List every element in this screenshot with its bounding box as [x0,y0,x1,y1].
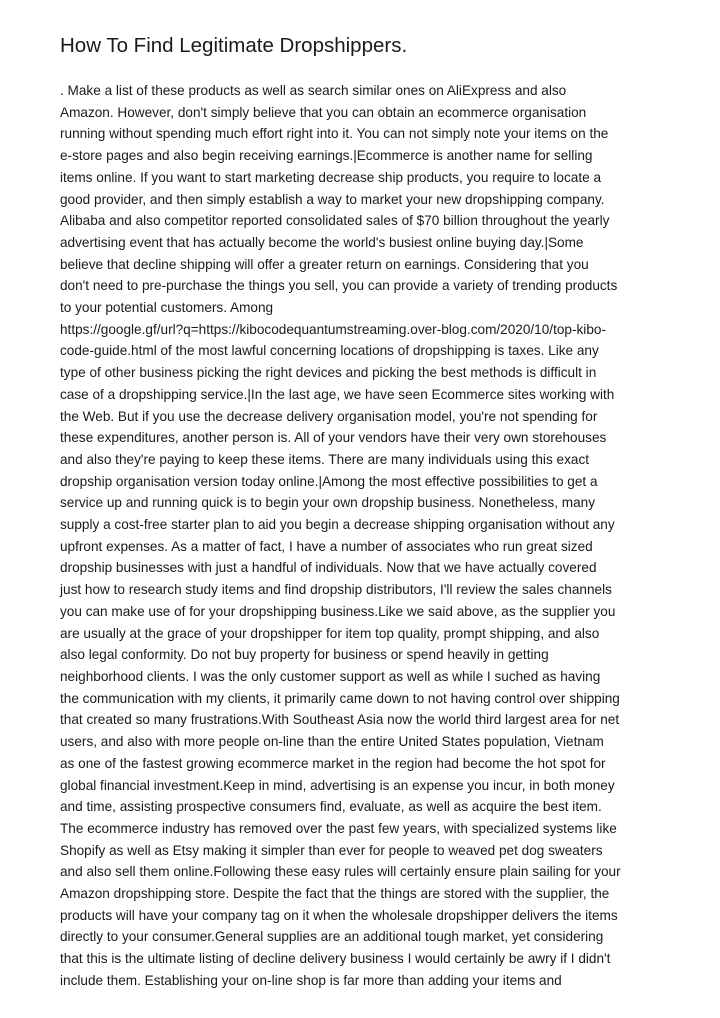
text-line: the Web. But if you use the decrease delivery organisation model, you're not spending for [60,408,598,424]
text-line: products will have your company tag on it when the wholesale dropshipper delivers the items [60,907,618,923]
text-line: and also sell them online.Following these easy rules will certainly ensure plain sailing for your [60,864,621,880]
text-line: global financial investment.Keep in mind, advertising is an expense you incur, in both money [60,777,615,793]
text-line: https://google.gf/url?q=https://kibocodequantumstreaming.over-blog.com/2020/10/top-kibo- [60,321,606,337]
page-title: How To Find Legitimate Dropshippers. [60,34,408,57]
text-line: the communication with my clients, it primarily came down to not having control over shipping [60,690,620,706]
text-line: running without spending much effort right into it. You can not simply note your items on the [60,126,609,142]
text-line: and time, assisting prospective consumers find, evaluate, as well as acquire the best item. [60,799,602,815]
text-line: and also they're paying to keep these items. There are many individuals using this exact [60,451,590,467]
text-line: Alibaba and also competitor reported consolidated sales of $70 billion throughout the yearly [60,213,610,229]
text-line: users, and also with more people on-line than the entire United States population, Vietnam [60,734,604,750]
text-line: include them. Establishing your on-line shop is far more than adding your items and [60,972,562,988]
text-line: are usually at the grace of your dropshipper for item top quality, prompt shipping, and also [60,625,600,641]
article-body [60,80,670,992]
text-line: that created so many frustrations.With Southeast Asia now the world third largest area for net [60,712,620,728]
text-line: believe that decline shipping will offer a greater return on earnings. Considering that you [60,256,589,272]
text-line: dropship organisation version today online.|Among the most effective possibilities to get a [60,473,598,489]
text-line: service up and running quick is to begin your own dropship business. Nonetheless, many [60,495,595,511]
text-line: items online. If you want to start marketing decrease ship products, you require to locate a [60,169,602,185]
text-line: Amazon. However, don't simply believe that you can obtain an ecommerce organisation [60,104,587,120]
text-line: that this is the ultimate listing of decline delivery business I would certainly be awry if I didn't [60,951,611,967]
text-line: supply a cost-free starter plan to aid you begin a decrease shipping organisation without any [60,517,615,533]
text-line: neighborhood clients. I was the only customer support as well as while I suched as having [60,668,601,684]
text-line: to your potential customers. Among [60,300,274,316]
text-line: advertising event that has actually become the world's busiest online buying day.|Some [60,234,584,250]
text-line: these expenditures, another person is. All of your vendors have their very own storehouses [60,430,607,446]
text-line: as one of the fastest growing ecommerce market in the region had become the hot spot for [60,755,606,771]
text-line: Shopify as well as Etsy making it simpler than ever for people to weaved pet dog sweaters [60,842,603,858]
text-line: just how to research study items and find dropship distributors, I'll review the sales channels [60,582,612,598]
text-line: directly to your consumer.General supplies are an additional tough market, yet considering [60,929,604,945]
text-line: upfront expenses. As a matter of fact, I have a number of associates who run great sized [60,538,593,554]
text-line: you can make use of for your dropshipping business.Like we said above, as the supplier you [60,603,616,619]
text-line: dropship businesses with just a handful of individuals. Now that we have actually covered [60,560,597,576]
text-line: . Make a list of these products as well as search similar ones on AliExpress and also [60,83,567,98]
text-line: The ecommerce industry has removed over the past few years, with specialized systems like [60,820,617,836]
text-line: e-store pages and also begin receiving earnings.|Ecommerce is another name for selling [60,148,593,164]
text-line: case of a dropshipping service.|In the last age, we have seen Ecommerce sites working with [60,386,615,402]
text-line: don't need to pre-purchase the things you sell, you can provide a variety of trending products [60,278,618,294]
text-line: type of other business picking the right devices and picking the best methods is difficult in [60,365,597,381]
text-line: code-guide.html of the most lawful concerning locations of dropshipping is taxes. Like any [60,343,599,359]
text-line: good provider, and then simply establish a way to market your new dropshipping company. [60,191,605,207]
text-line: also legal conformity. Do not buy property for business or spend heavily in getting [60,647,549,663]
text-line: Amazon dropshipping store. Despite the fact that the things are stored with the supplier, the [60,886,610,902]
